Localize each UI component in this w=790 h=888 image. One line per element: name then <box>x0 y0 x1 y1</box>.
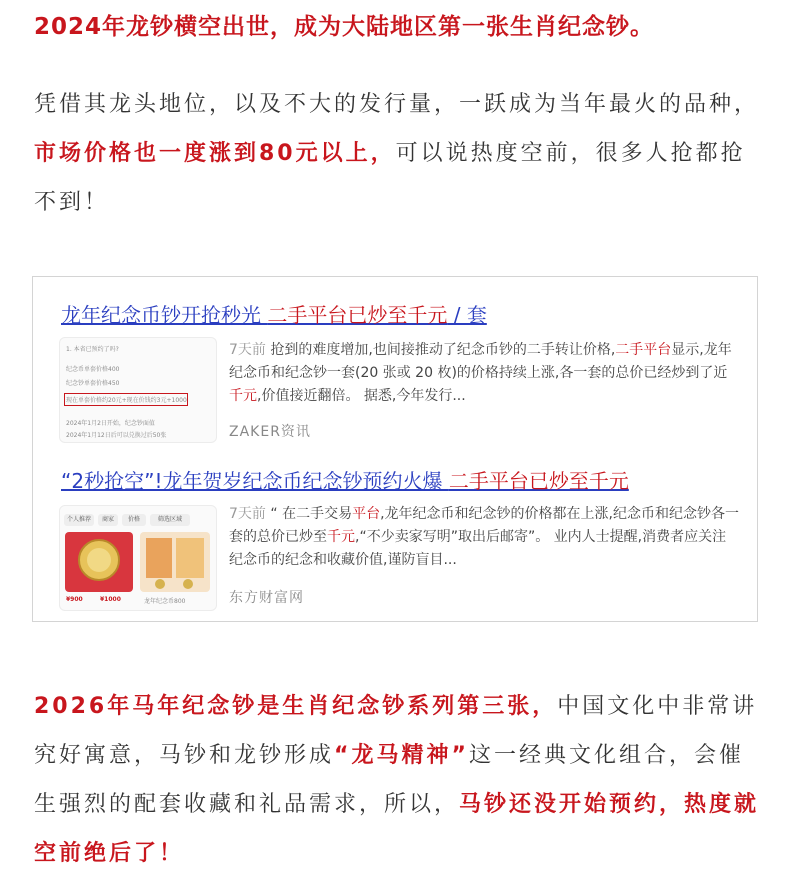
para2-emphasis-2: 马钞还没开始预约，热度就空前绝后了！ <box>34 792 760 866</box>
para2-emphasis-1: 2026年马年纪念钞是生肖纪念钞系列第三张， <box>34 694 558 719</box>
paragraph-2 <box>34 682 762 878</box>
result-source-1[interactable]: ZAKER资讯 <box>229 424 311 440</box>
result-snippet-2: 7天前 “ 在二手交易平台,龙年纪念币和纪念钞的价格都在上涨,纪念币和纪念钞各一套的总价已炒至千元,“不少卖家写明”取出后邮寄”。 业内人士提醒,消费者应关注纪念币的纪念和收藏价值,谨防盲目... <box>229 506 739 568</box>
search-results-card <box>32 276 758 622</box>
para1-text: 凭借其龙头地位，以及不大的发行量，一跃成为当年最火的品种， <box>34 92 760 117</box>
paragraph-1 <box>34 80 762 227</box>
headline: 2024年龙钞横空出世，成为大陆地区第一张生肖纪念钞。 <box>34 14 655 40</box>
para1-tail: 可以说热度空前，很多人抢都抢不到！ <box>34 141 746 215</box>
result-snippet-1: 7天前 抢到的难度增加,也间接推动了纪念币钞的二手转让价格,二手平台显示,龙年纪念币和纪念钞一套(20 张或 20 枚)的价格持续上涨,各一套的总价已经炒到了近千元,价值接近翻倍。 据悉,今年发行... <box>229 342 732 404</box>
result-title-1[interactable]: 龙年纪念币钞开抢秒光 二手平台已炒至千元 / 套 <box>61 303 487 327</box>
para1-emphasis: 市场价格也一度涨到80元以上， <box>34 141 396 166</box>
para2-text-2: 这一经典文化组合，会催生强烈的配套收藏和礼品需求，所以， <box>34 743 744 817</box>
para2-text: 中国文化中非常讲究好寓意，马钞和龙钞形成 <box>34 694 758 768</box>
result-thumbnail-1[interactable]: 1. 本省已预约了吗? 纪念币单套价格400 纪念钞单套价格450 现在单套价格约20元+现在价钱约3元+1000 2024年1月2日开始，纪念钞面值 2024年1月12日后可以兑换过后50张 <box>59 337 217 443</box>
result-thumbnail-2[interactable]: 个人推荐 商家 价格 筛选区域 ¥900 ¥1000 龙年纪念币800 <box>59 505 217 611</box>
result-source-2[interactable]: 东方财富网 <box>229 590 304 606</box>
result-title-2[interactable]: “2秒抢空”!龙年贺岁纪念币纪念钞预约火爆 二手平台已炒至千元 <box>61 469 629 493</box>
para2-quote: “龙马精神” <box>334 743 469 768</box>
commemorative-items-image <box>60 506 216 610</box>
